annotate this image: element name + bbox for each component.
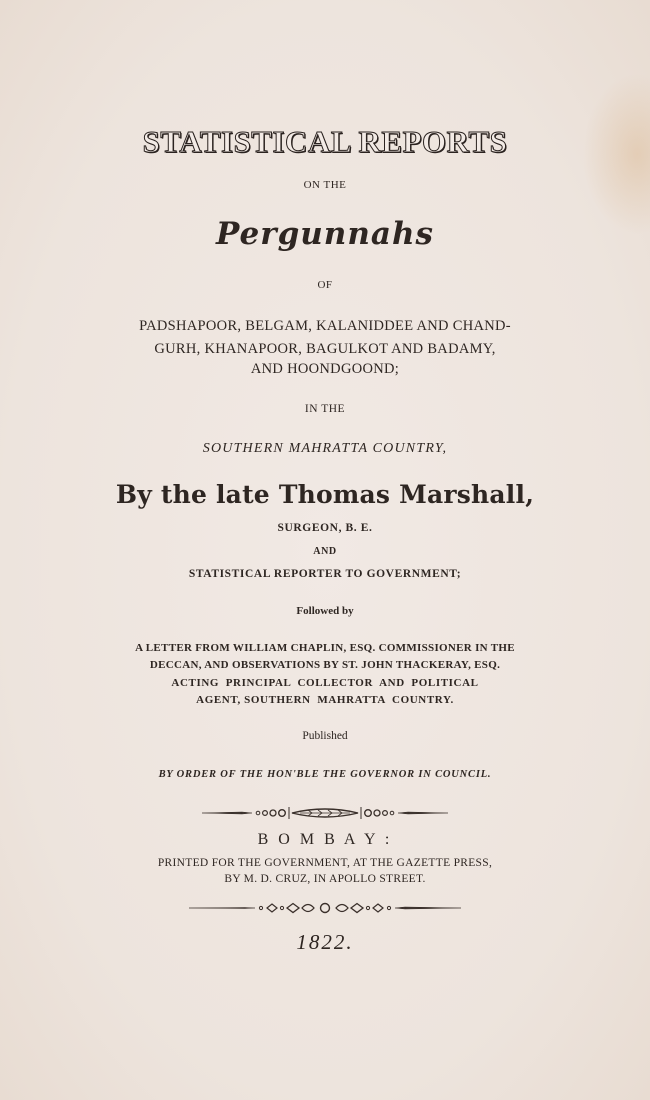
- in-the-text: IN THE: [304, 403, 346, 415]
- and-text: AND: [313, 546, 337, 557]
- imprint-line-2: BY M. D. CRUZ, IN APOLLO STREET.: [224, 873, 426, 885]
- published-text: Published: [302, 730, 348, 742]
- ornament-icon: [200, 806, 450, 820]
- author-title-reporter: STATISTICAL REPORTER TO GOVERNMENT;: [188, 568, 462, 580]
- publication-year: 1822.: [296, 930, 354, 954]
- on-the-text: ON THE: [303, 179, 347, 191]
- imprint-line-1: PRINTED FOR THE GOVERNMENT, AT THE GAZETTE PRESS,: [157, 857, 493, 869]
- city-name: B O M B A Y :: [257, 831, 393, 848]
- subject-title: Pergunnahs: [216, 216, 434, 252]
- author-title-surgeon: SURGEON, B. E.: [277, 522, 373, 534]
- places-line-3: AND HOONDGOOND;: [250, 361, 400, 377]
- places-line-2: GURH, KHANAPOOR, BAGULKOT AND BADAMY,: [154, 341, 496, 357]
- of-text: OF: [317, 279, 333, 291]
- ornamental-rule-top: [0, 805, 650, 821]
- followed-by-text: Followed by: [296, 605, 354, 617]
- ornament-icon: [185, 901, 465, 915]
- author-name: By the late Thomas Marshall,: [115, 480, 535, 509]
- region-text: SOUTHERN MAHRATTA COUNTRY,: [202, 441, 448, 456]
- letter-line-4: AGENT, SOUTHERN MAHRATTA COUNTRY.: [196, 694, 454, 706]
- letter-line-3: ACTING PRINCIPAL COLLECTOR AND POLITICAL: [171, 677, 479, 689]
- order-text: BY ORDER OF THE HON'BLE THE GOVERNOR IN COUNCIL.: [158, 769, 492, 780]
- places-line-1: PADSHAPOOR, BELGAM, KALANIDDEE AND CHAND-: [139, 318, 511, 334]
- letter-line-1: A LETTER FROM WILLIAM CHAPLIN, ESQ. COMMISSIONER IN THE: [135, 642, 515, 654]
- letter-line-2: DECCAN, AND OBSERVATIONS BY ST. JOHN THACKERAY, ESQ.: [149, 659, 501, 671]
- main-title: STATISTICAL REPORTS: [142, 124, 508, 159]
- ornamental-rule-bottom: [0, 900, 650, 916]
